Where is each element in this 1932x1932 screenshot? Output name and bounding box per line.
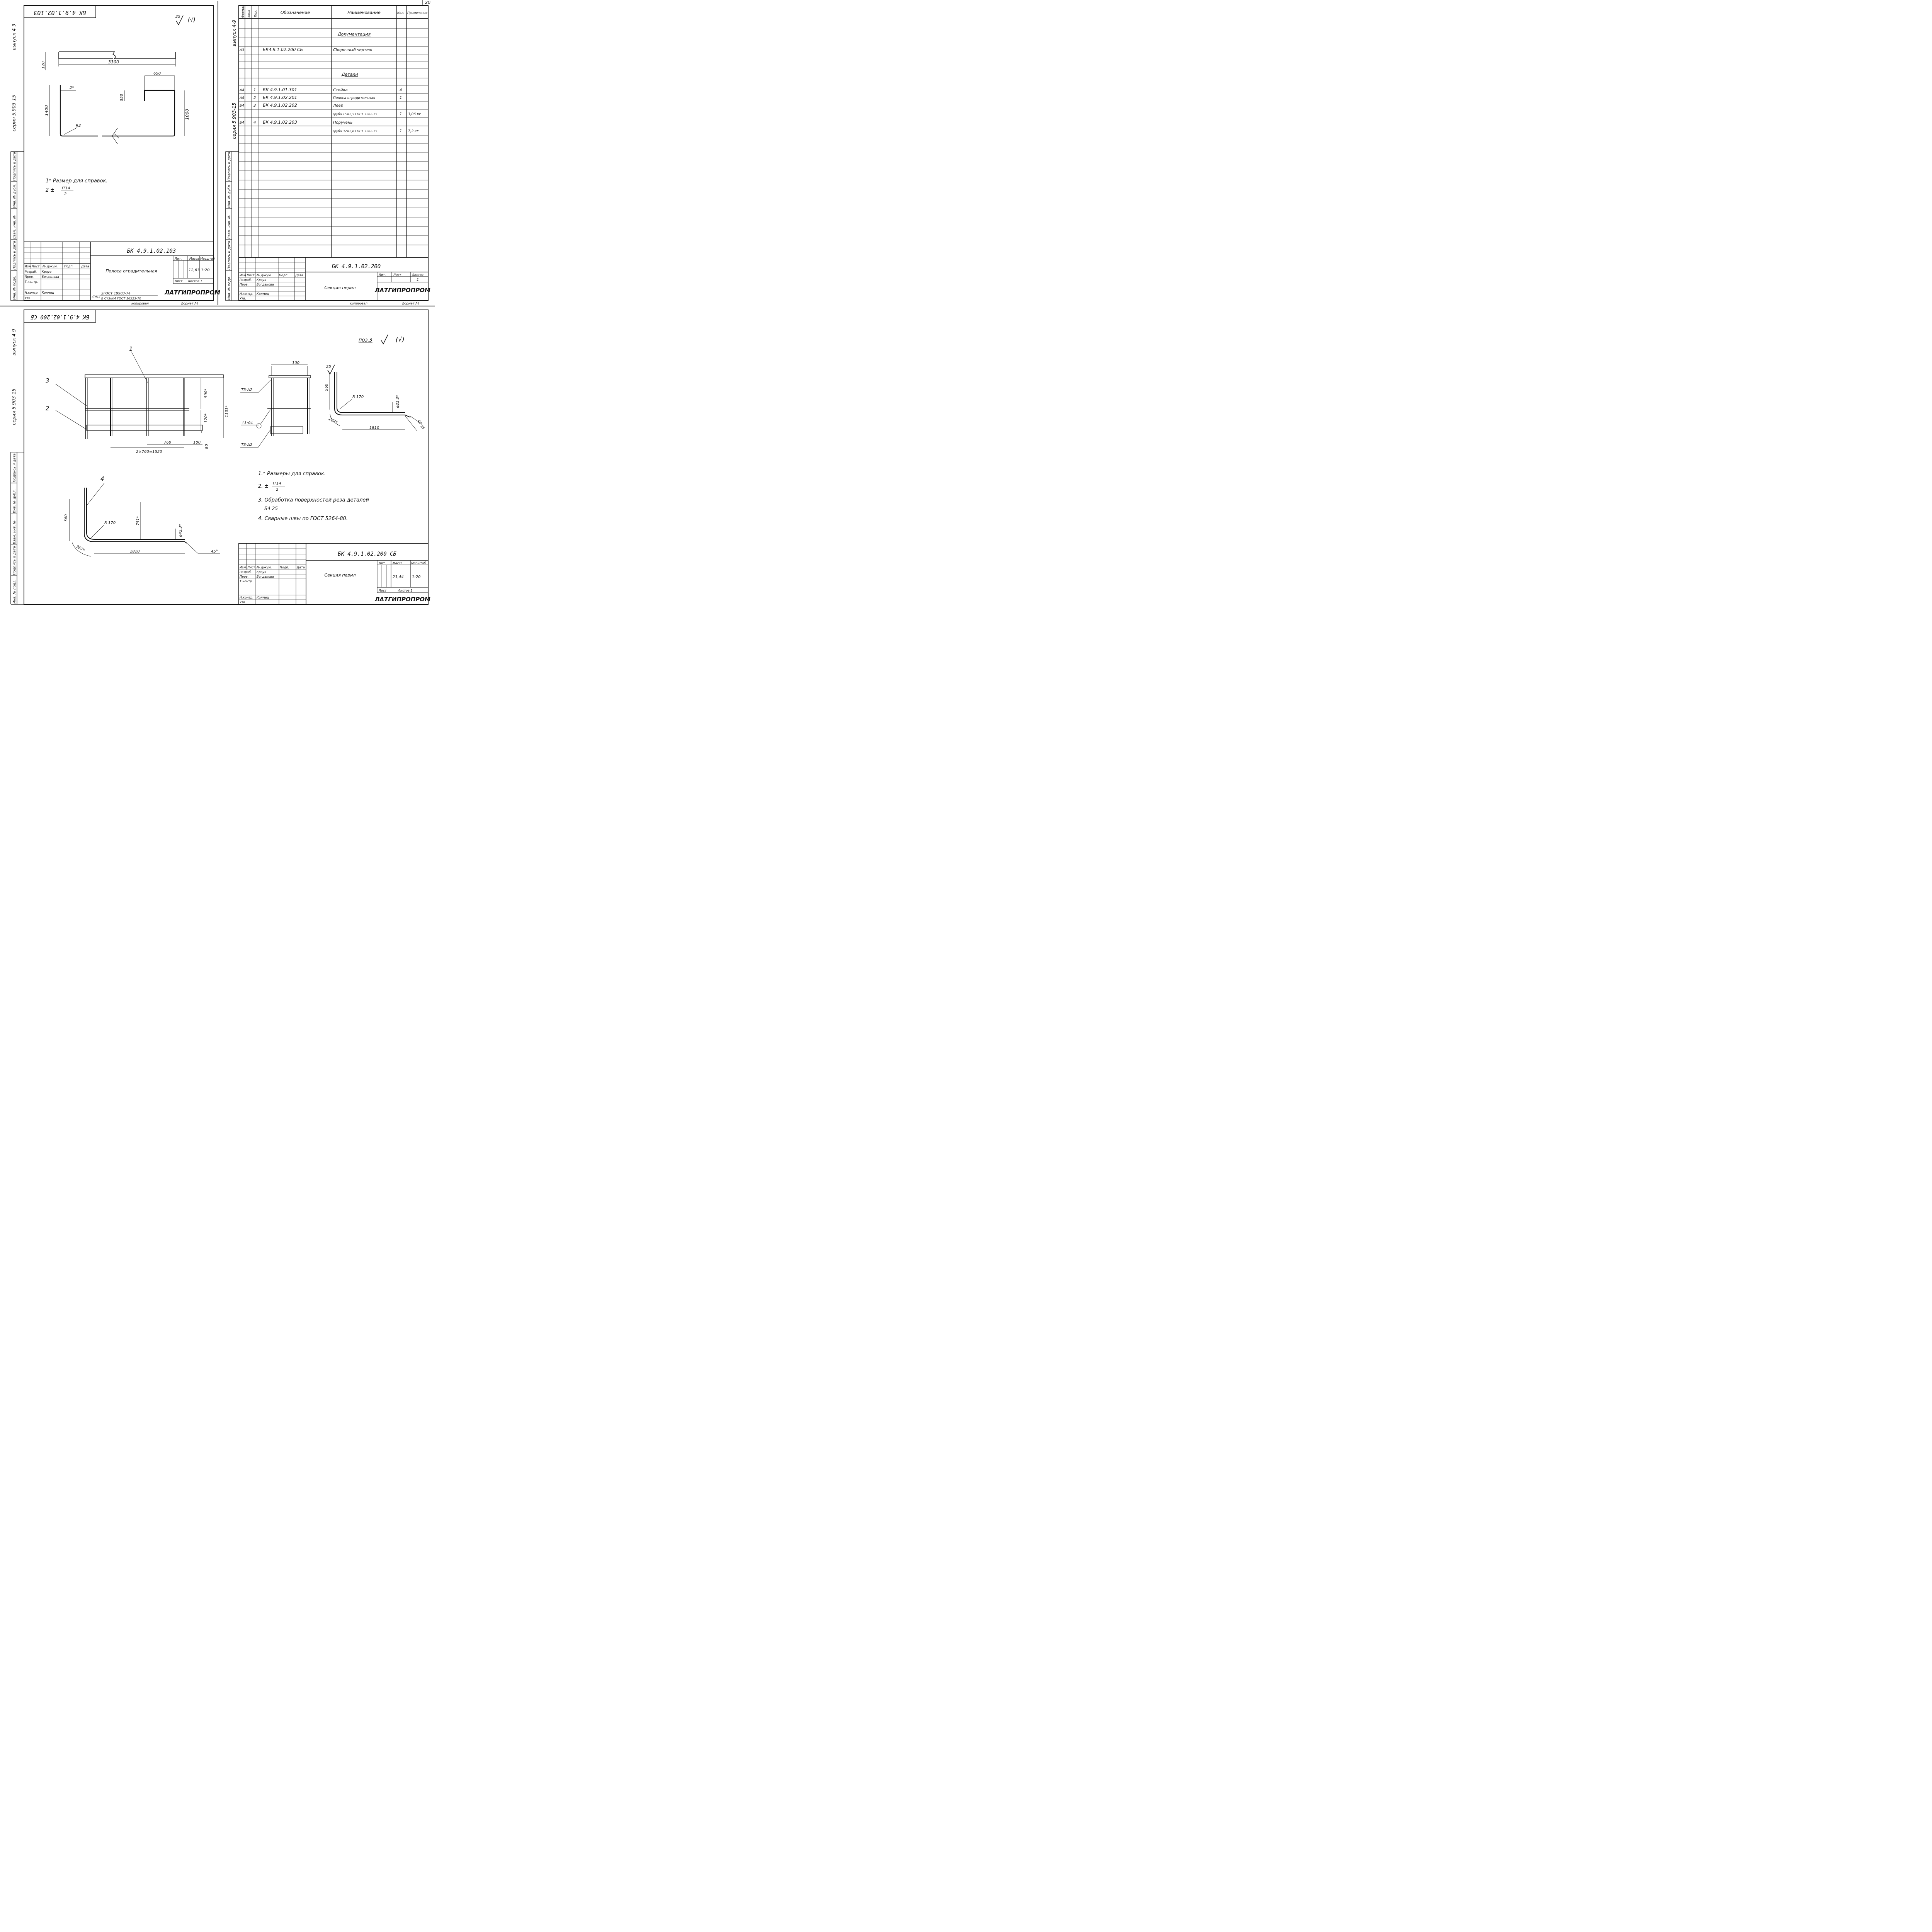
drawing-text: 4: [253, 121, 256, 125]
drawing-text: выпуск 4-9: [231, 20, 237, 46]
sheet1-title: Полоса оградительная: [105, 269, 157, 274]
drawing-text: Подпись и дата: [228, 241, 231, 270]
drawing-text: Утв.: [240, 600, 246, 604]
drawing-text: Инв. № дубл.: [228, 184, 231, 208]
drawing-text: Формат: [241, 5, 245, 18]
org-name-3: ЛАТГИПРОПРОМ: [375, 596, 430, 603]
drawing-text: формат А4: [402, 302, 420, 305]
handrail-bend: [325, 365, 425, 431]
sheet3-code: БК 4.9.1.02.200 СБ: [338, 551, 396, 557]
drawing-text: Т.контр.: [240, 580, 253, 583]
spec-row: [332, 129, 419, 133]
drawing-text: 25: [326, 365, 331, 369]
sheet-3: [11, 310, 430, 604]
drawing-text: Труба 32×2,8 ГОСТ 3262-75: [332, 129, 378, 133]
drawing-text: БК 4.9.1.02.201: [263, 95, 297, 100]
drawing-text: Масштаб: [411, 561, 426, 565]
sheet1-mass: 12,63: [189, 268, 200, 272]
sheet3-mass: 23,44: [393, 575, 404, 579]
drawing-text: серия 5.903-15: [11, 388, 17, 425]
margin-field-2: Подпись и дата: [13, 241, 17, 270]
drawing-text: 2: [46, 405, 49, 412]
drawing-text: IT14: [273, 481, 281, 486]
drawing-text: Подпись и дата: [13, 546, 17, 575]
sheet1-code: БК 4.9.1.02.103: [127, 248, 176, 254]
drawing-text: Богданова: [42, 275, 59, 279]
drawing-text: Дата: [297, 566, 305, 569]
drawing-text: Т3-Δ2: [241, 443, 253, 447]
drawing-text: Листов 1: [398, 589, 413, 592]
drawing-text: Дата: [295, 274, 303, 277]
dim-gap: 2*: [70, 86, 74, 90]
drawing-text: копировал: [131, 302, 149, 305]
drawing-text: R 170: [352, 395, 364, 399]
drawing-text: 100: [193, 440, 201, 445]
drawing-text: φ42,3*: [179, 524, 183, 537]
series-label: серия 5.903-15: [11, 95, 17, 131]
drawing-text: Колмец: [257, 292, 269, 296]
drawing-text: Изм: [240, 566, 246, 569]
drawing-text: Поз.: [254, 10, 257, 17]
sheet-2: [226, 5, 430, 305]
drawing-text: R 170: [104, 521, 116, 525]
drawing-text: Масштаб: [200, 257, 215, 260]
roughness-icon: [381, 335, 388, 344]
drawing-text: 80: [205, 444, 209, 449]
drawing-text: Разраб.: [25, 270, 37, 274]
drawing-text: 2: [253, 96, 256, 100]
svg-text:(√): (√): [188, 17, 196, 23]
drawing-text: 2: [64, 192, 67, 196]
drawing-text: Пров.: [25, 275, 34, 279]
drawing-text: № докум.: [257, 566, 272, 569]
drawing-text: Б4: [240, 121, 244, 125]
drawing-text: В Ст3кп4 ГОСТ 16523-70: [101, 297, 141, 300]
dim-120: 120: [41, 61, 46, 69]
drawing-text: Б4: [240, 104, 244, 108]
drawing-text: Лист: [92, 295, 101, 299]
drawing-text: Пров.: [240, 575, 249, 578]
drawing-text: Изм: [240, 274, 246, 277]
drawing-text: Т.контр.: [25, 280, 38, 284]
drawing-text: А3: [240, 48, 244, 52]
railing-side-view: [240, 361, 311, 447]
drawing-text: БК 4.9.1.01.301: [263, 87, 297, 92]
drawing-text: Стойка: [333, 88, 348, 92]
drawing-text: Н.контр.: [240, 596, 253, 599]
dim-radius: R2: [76, 124, 81, 128]
drawing-text: Утв.: [25, 296, 31, 300]
drawing-sheet: [0, 0, 435, 606]
drawing-text: копировал: [350, 302, 367, 305]
dim-1400: 1400: [44, 105, 49, 116]
drawing-text: Лист: [379, 589, 387, 592]
drawing-text: 7,2 кг: [408, 129, 419, 133]
drawing-text: Краув: [257, 570, 267, 574]
drawing-text: Листов 1: [188, 279, 202, 283]
drawing-text: Лит.: [175, 257, 182, 260]
sheet1-scale: 1:20: [201, 268, 210, 272]
drawing-text: Утв.: [240, 297, 246, 300]
drawing-text: 1810: [130, 549, 140, 554]
strip-plan: [59, 52, 175, 59]
assembly-note-3: 3. Обработка поверхностей реза деталей: [258, 497, 369, 503]
drawing-text: 4: [100, 475, 104, 482]
drawing-text: 45°: [416, 419, 423, 427]
dim-350: 350: [120, 94, 124, 101]
drawing-text: А4: [240, 96, 244, 100]
drawing-text: Колмец: [257, 596, 269, 599]
drawing-text: 1: [400, 112, 402, 116]
drawing-text: Краув: [42, 270, 52, 274]
section-doc: Документация: [338, 32, 371, 37]
drawing-text: 1: [253, 88, 256, 92]
spec-row: [239, 95, 402, 100]
drawing-text: № докум.: [257, 274, 272, 277]
drawing-text: 4: [400, 88, 402, 92]
margin-field-3: Взам. инв. №: [13, 215, 17, 239]
drawing-text: 751*: [136, 516, 140, 526]
drawing-text: Подп.: [64, 265, 74, 268]
drawing-text: Богданова: [257, 283, 274, 286]
drawing-text: 267*: [328, 417, 338, 425]
drawing-text: Н.контр.: [25, 291, 39, 294]
svg-text:(√): (√): [396, 336, 405, 343]
pipe-bend: [64, 475, 220, 556]
drawing-text: Леер: [333, 104, 344, 108]
drawing-text: 760: [164, 440, 172, 445]
drawing-text: Инв. № подл.: [228, 276, 231, 300]
spec-row: [332, 112, 421, 116]
drawing-text: формат А4: [181, 302, 199, 305]
drawing-text: Разраб.: [240, 278, 252, 282]
drawing-text: Лист: [175, 279, 183, 283]
drawing-text: Инв. № дубл.: [13, 489, 17, 513]
page-number: 20: [425, 0, 430, 5]
drawing-text: Колмец: [42, 291, 54, 294]
drawing-text: Полоса оградительная: [333, 96, 376, 100]
issue-label: выпуск 4-9: [11, 24, 17, 50]
drawing-text: Поручень: [333, 121, 353, 125]
drawing-text: Б4 25: [264, 506, 278, 511]
sheet2-title: Секция перил: [324, 285, 356, 290]
drawing-text: Краув: [257, 278, 267, 282]
drawing-text: IT14: [62, 186, 70, 190]
pos3-label: поз.3: [359, 337, 372, 343]
drawing-text: 1: [400, 129, 402, 133]
drawing-text: Богданова: [257, 575, 274, 578]
drawing-text: Лист: [247, 274, 255, 277]
drawing-text: Лит.: [379, 273, 386, 277]
drawing-text: 25: [419, 425, 426, 431]
spec-row: [240, 103, 343, 108]
mirrored-code-3: БК 4.9.1.02.200 СБ: [31, 314, 89, 320]
drawing-text: Обозначение: [280, 10, 310, 15]
drawing-text: 267*: [75, 544, 85, 553]
drawing-text: Подпись и дата: [228, 152, 231, 181]
drawing-text: Взам. инв. №: [228, 215, 231, 239]
drawing-text: 1: [417, 278, 419, 282]
sheet3-scale: 1:20: [412, 575, 421, 579]
dim-3300: 3300: [108, 60, 119, 65]
drawing-text: Сборочный чертеж: [333, 48, 372, 52]
mirrored-code-1: БК 4.9.1.02.103: [34, 9, 86, 16]
drawing-text: № докум.: [43, 265, 58, 268]
drawing-text: 1101*: [225, 405, 229, 417]
drawing-text: Масса: [393, 561, 403, 565]
assembly-note-2: 2. ±: [258, 483, 269, 489]
drawing-text: выпуск 4-9: [11, 329, 17, 355]
drawing-text: серия 5.903-15: [231, 102, 237, 139]
title-block-2: [239, 257, 430, 301]
drawing-text: 560: [64, 514, 68, 522]
drawing-text: Разраб.: [240, 570, 252, 574]
sheet3-title: Секция перил: [324, 573, 356, 578]
drawing-text: Зона: [247, 10, 251, 18]
org-name-2: ЛАТГИПРОПРОМ: [375, 287, 430, 294]
drawing-text: 3: [46, 377, 49, 384]
title-block-1: [24, 242, 220, 301]
sheet2-code: БК 4.9.1.02.200: [332, 264, 381, 270]
dim-650: 650: [153, 71, 161, 76]
drawing-text: Дата: [81, 265, 89, 268]
drawing-text: 2ГОСТ 19903-74: [101, 292, 131, 296]
section-details: Детали: [342, 72, 358, 77]
drawing-text: Подп.: [279, 274, 289, 277]
drawing-text: Наименование: [347, 10, 381, 15]
drawing-text: Н.контр.: [240, 292, 253, 296]
drawing-text: φ21,3*: [396, 395, 400, 408]
railing-front-view: [46, 345, 229, 454]
drawing-text: 2: [276, 488, 279, 492]
drawing-text: 2×760=1520: [136, 450, 162, 454]
drawing-text: Подпись и дата: [13, 453, 17, 482]
assembly-note-4: 4. Сварные швы по ГОСТ 5264-80.: [258, 516, 348, 522]
margin-field-1: Инв. № подл.: [13, 276, 17, 300]
drawing-text: Примечание: [407, 11, 428, 15]
drawing-text: Подп.: [280, 566, 289, 569]
margin-field-4: Инв. № дубл.: [13, 184, 17, 208]
drawing-text: 1810: [369, 426, 379, 430]
spec-row: [240, 120, 353, 125]
assembly-note-1: 1.* Размеры для справок.: [258, 471, 326, 477]
drawing-text: Т1-Δ1: [242, 420, 253, 425]
org-name-1: ЛАТГИПРОПРОМ: [165, 289, 220, 296]
dim-1000: 1000: [185, 109, 190, 120]
drawing-text: Лист: [393, 273, 401, 277]
margin-field-5: Подпись и дата: [13, 152, 17, 181]
drawing-text: Кол.: [397, 11, 405, 15]
title-block-3: [239, 543, 430, 604]
drawing-text: 1: [400, 96, 402, 100]
drawing-text: Лит.: [379, 561, 386, 565]
spec-row: [239, 47, 372, 52]
drawing-text: Взам. инв. №: [13, 520, 17, 544]
drawing-text: 3: [253, 104, 256, 108]
drawing-text: БК 4.9.1.02.202: [263, 103, 297, 108]
sheet-1: [11, 5, 220, 305]
drawing-text: 100: [292, 361, 300, 365]
drawing-text: Т3-Δ2: [241, 388, 253, 392]
drawing-text: 120*: [204, 413, 208, 423]
drawing-text: БК4.9.1.02.200 СБ: [263, 47, 303, 52]
drawing-text: 1: [129, 345, 133, 352]
drawing-text: Листов: [412, 273, 423, 277]
drawing-text: Лист: [32, 265, 40, 268]
drawing-text: Изм: [25, 265, 31, 268]
drawing-text: 3,06 кг: [408, 112, 421, 116]
note-2: 2 ±: [46, 187, 55, 193]
drawing-text: Инв. № подл.: [13, 579, 17, 604]
drawing-text: 560: [325, 383, 329, 391]
drawing-text: Лист: [247, 566, 255, 569]
drawing-text: Труба 15×2,5 ГОСТ 3262-75: [332, 112, 378, 116]
drawing-text: 500*: [204, 388, 208, 398]
drawing-text: А4: [240, 88, 244, 92]
drawing-text: БК 4.9.1.02.203: [263, 120, 297, 125]
drawing-text: 25: [175, 15, 180, 19]
drawing-text: Масса: [189, 257, 199, 260]
drawing-text: Пров.: [240, 283, 249, 286]
drawing-text: 45°: [211, 549, 218, 554]
note-1: 1* Размер для справок.: [46, 178, 108, 184]
spec-row: [239, 87, 402, 92]
